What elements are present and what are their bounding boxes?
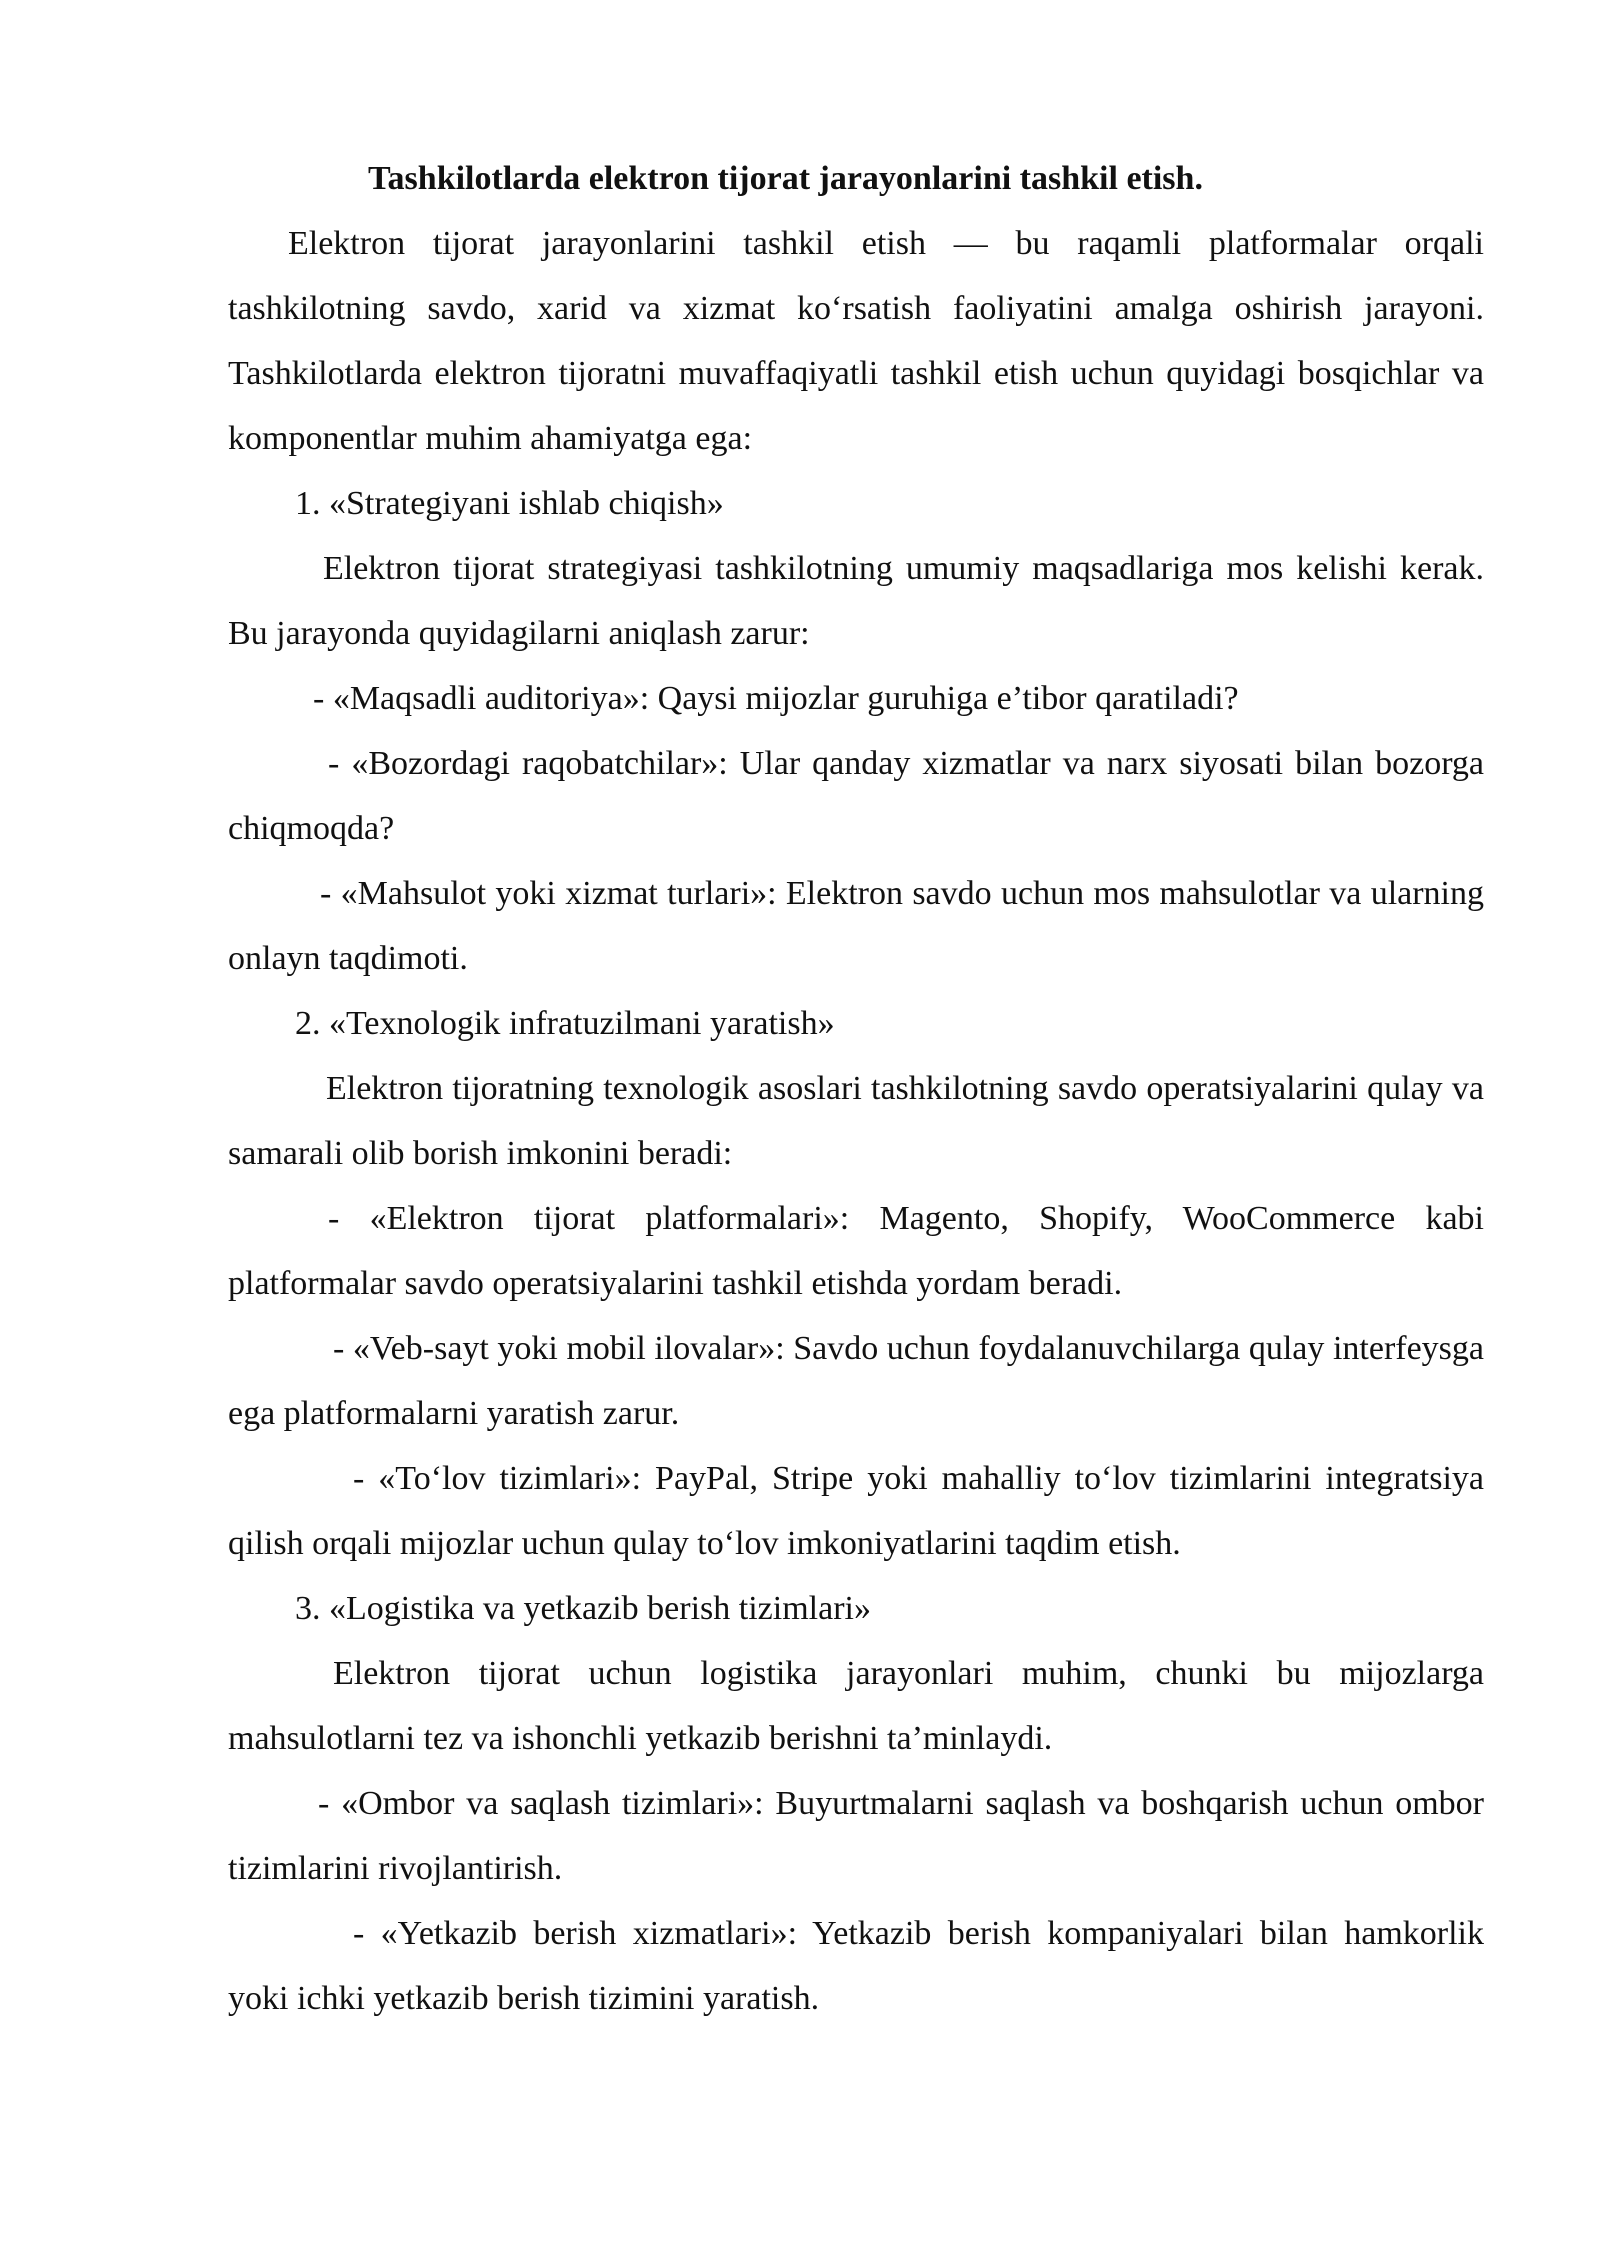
section-heading-3: 3. «Logistika va yetkazib berish tizimlari» [295,1590,871,1627]
bullet-item: - «To‘lov tizimlari»: PayPal, Stripe yoki mahalliy to‘lov tizimlarini integratsiya qilish orqali mijozlar uchun qulay to‘lov imkoniyatlarini taqdim etish. [228,1460,1484,1562]
section-heading-1: 1. «Strategiyani ishlab chiqish» [295,485,724,522]
bullet-item: - «Elektron tijorat platformalari»: Magento, Shopify, WooCommerce kabi platformalar savdo operatsiyalarini tashkil etishda yordam beradi. [228,1200,1484,1302]
intro-paragraph: Elektron tijorat jarayonlarini tashkil etish — bu raqamli platformalar orqali tashkilotning savdo, xarid va xizmat ko‘rsatish faoliyatini amalga oshirish jarayoni. Tashkilotlarda elektron tijoratni muvaffaqiyatli tashkil etish uchun quyidagi bosqichlar va komponentlar muhim ahamiyatga ega: [228,225,1484,457]
bullet-item: - «Mahsulot yoki xizmat turlari»: Elektron savdo uchun mos mahsulotlar va ularning onlayn taqdimoti. [228,875,1484,977]
bullet-item: - «Yetkazib berish xizmatlari»: Yetkazib berish kompaniyalari bilan hamkorlik yoki ichki yetkazib berish tizimini yaratish. [228,1915,1484,2017]
section-body-2: Elektron tijoratning texnologik asoslari tashkilotning savdo operatsiyalarini qulay va samarali olib borish imkonini beradi: [228,1070,1484,1172]
section-body-1: Elektron tijorat strategiyasi tashkilotning umumiy maqsadlariga mos kelishi kerak. Bu jarayonda quyidagilarni aniqlash zarur: [228,550,1484,652]
document-content [228,146,1484,2031]
document-title: Tashkilotlarda elektron tijorat jarayonlarini tashkil etish. [368,160,1203,197]
bullet-item: - «Maqsadli auditoriya»: Qaysi mijozlar guruhiga e’tibor qaratiladi? [313,680,1239,717]
bullet-item: - «Bozordagi raqobatchilar»: Ular qanday xizmatlar va narx siyosati bilan bozorga chiqmoqda? [228,745,1484,847]
bullet-item: - «Ombor va saqlash tizimlari»: Buyurtmalarni saqlash va boshqarish uchun ombor tizimlarini rivojlantirish. [228,1785,1484,1887]
bullet-item: - «Veb-sayt yoki mobil ilovalar»: Savdo uchun foydalanuvchilarga qulay interfeysga ega platformalarni yaratish zarur. [228,1330,1484,1432]
section-heading-2: 2. «Texnologik infratuzilmani yaratish» [295,1005,835,1042]
section-body-3: Elektron tijorat uchun logistika jarayonlari muhim, chunki bu mijozlarga mahsulotlarni tez va ishonchli yetkazib berishni ta’minlaydi. [228,1655,1484,1757]
